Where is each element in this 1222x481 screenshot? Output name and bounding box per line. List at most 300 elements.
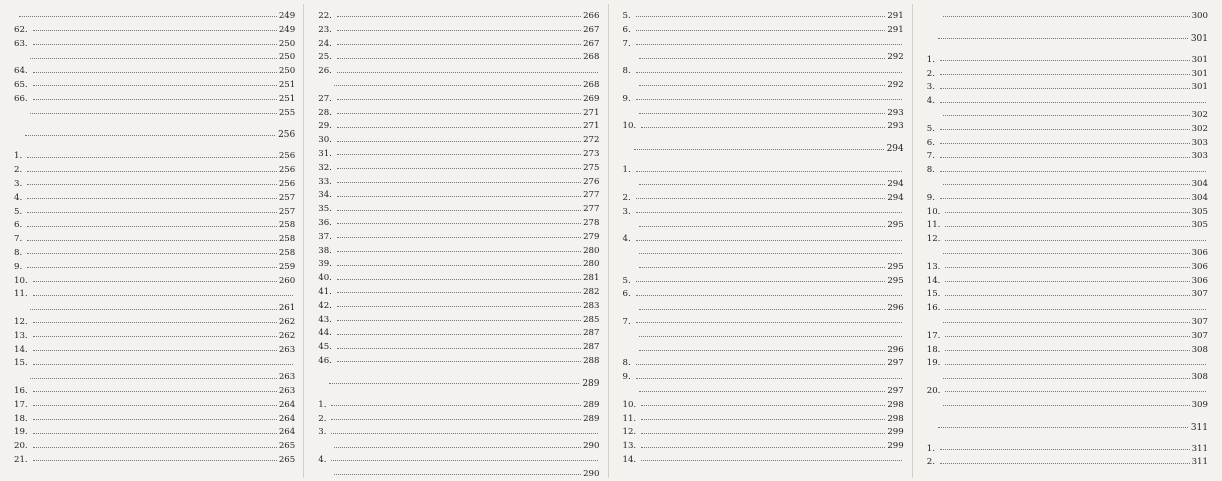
- toc-entry[interactable]: [927, 443, 1208, 457]
- toc-entry[interactable]: [623, 233, 904, 247]
- leader-dots: [639, 85, 886, 86]
- toc-entry[interactable]: [14, 10, 295, 24]
- toc-entry[interactable]: [318, 300, 599, 314]
- page-number: 291: [887, 11, 904, 21]
- leader-dots: [938, 427, 1188, 428]
- leader-dots: [639, 226, 886, 227]
- leader-dots: [27, 240, 277, 241]
- toc-entry[interactable]: [927, 137, 1208, 151]
- toc-entry[interactable]: [14, 150, 295, 164]
- toc-entry[interactable]: [14, 275, 295, 289]
- toc-entry[interactable]: [318, 176, 599, 190]
- toc-entry[interactable]: [623, 440, 904, 454]
- toc-entry[interactable]: [318, 120, 599, 134]
- entry-number: 62.: [14, 24, 28, 35]
- toc-entry[interactable]: [318, 189, 599, 203]
- entry-number: 8.: [14, 247, 23, 258]
- entry-number: 38.: [318, 245, 332, 256]
- entry-number: 5.: [622, 275, 631, 286]
- toc-entry-continuation[interactable]: [623, 261, 904, 275]
- leader-dots: [641, 460, 902, 461]
- toc-entry[interactable]: [623, 275, 904, 289]
- toc-entry[interactable]: [14, 316, 295, 330]
- entry-number: 4.: [14, 192, 23, 203]
- toc-entry-continuation[interactable]: [318, 468, 599, 478]
- toc-entry[interactable]: [318, 341, 599, 355]
- toc-entry[interactable]: [927, 288, 1208, 302]
- page-number: 275: [583, 162, 600, 173]
- toc-entry[interactable]: [318, 258, 599, 272]
- page-number: 257: [278, 192, 296, 203]
- page-number: 294: [887, 178, 904, 189]
- toc-entry[interactable]: [927, 261, 1208, 275]
- page-number: 294: [887, 192, 904, 203]
- toc-entry[interactable]: [318, 272, 599, 286]
- leader-dots: [636, 198, 886, 199]
- leader-dots: [331, 433, 597, 434]
- toc-entry[interactable]: [927, 456, 1208, 470]
- entry-number: 7.: [926, 151, 935, 162]
- page-number: 291: [887, 24, 904, 35]
- toc-entry[interactable]: [623, 454, 904, 468]
- entry-number: 2.: [14, 165, 23, 176]
- leader-dots: [943, 16, 1190, 17]
- entry-number: 43.: [318, 314, 332, 325]
- toc-entry[interactable]: [14, 24, 295, 38]
- leader-dots: [636, 16, 886, 17]
- entry-number: 9.: [622, 372, 631, 383]
- entry-number: 66.: [14, 93, 28, 104]
- toc-entry[interactable]: [927, 95, 1208, 109]
- page-number: 251: [278, 79, 296, 90]
- toc-entry[interactable]: [927, 330, 1208, 344]
- toc-entry[interactable]: [318, 93, 599, 107]
- entry-number: 37.: [318, 231, 332, 242]
- leader-dots: [33, 364, 294, 365]
- toc-entry[interactable]: [927, 219, 1208, 233]
- toc-entry[interactable]: [318, 355, 599, 369]
- toc-entry[interactable]: [14, 38, 295, 52]
- toc-column-3: [615, 4, 913, 478]
- toc-entry[interactable]: [318, 245, 599, 259]
- page-number: 295: [887, 220, 904, 231]
- leader-dots: [33, 336, 277, 337]
- entry-number: 1.: [14, 151, 23, 162]
- leader-dots: [337, 292, 581, 293]
- leader-dots: [945, 336, 1189, 337]
- entry-number: 6.: [14, 220, 23, 231]
- entry-number: 31.: [318, 148, 332, 159]
- toc-entry-continuation[interactable]: [623, 330, 904, 344]
- leader-dots: [331, 460, 597, 461]
- toc-entry-continuation[interactable]: [623, 344, 904, 358]
- leader-dots: [943, 253, 1190, 254]
- page-number: 306: [1191, 247, 1208, 258]
- page-number: 250: [278, 52, 296, 63]
- chapter-heading[interactable]: [623, 136, 904, 162]
- page-number: 265: [278, 454, 296, 465]
- leader-dots: [337, 251, 581, 252]
- entry-number: 11.: [926, 220, 941, 231]
- page-number: 287: [583, 342, 600, 353]
- toc-entry[interactable]: [623, 38, 904, 52]
- leader-dots: [334, 85, 581, 86]
- leader-dots: [334, 447, 581, 448]
- toc-entry-continuation[interactable]: [14, 371, 295, 385]
- page-number: 299: [887, 427, 904, 438]
- toc-entry[interactable]: [927, 164, 1208, 178]
- leader-dots: [19, 16, 277, 17]
- toc-entry[interactable]: [623, 164, 904, 178]
- page-number: 271: [583, 121, 600, 132]
- toc-entry[interactable]: [927, 206, 1208, 220]
- page-number: 298: [887, 399, 904, 410]
- toc-entry-continuation[interactable]: [623, 385, 904, 399]
- leader-dots: [639, 113, 886, 114]
- entry-number: 17.: [926, 330, 941, 341]
- toc-entry[interactable]: [318, 24, 599, 38]
- entry-number: 19.: [926, 358, 941, 369]
- page-number: 307: [1191, 316, 1208, 327]
- leader-dots: [636, 295, 902, 296]
- leader-dots: [337, 223, 581, 224]
- toc-entry[interactable]: [318, 148, 599, 162]
- entry-number: 44.: [318, 328, 332, 339]
- toc-entry[interactable]: [318, 217, 599, 231]
- toc-entry-continuation[interactable]: [927, 316, 1208, 330]
- toc-entry[interactable]: [318, 10, 599, 24]
- toc-entry[interactable]: [623, 371, 904, 385]
- toc-entry[interactable]: [318, 51, 599, 65]
- toc-entry[interactable]: [623, 426, 904, 440]
- leader-dots: [639, 350, 886, 351]
- toc-entry-continuation[interactable]: [623, 178, 904, 192]
- entry-number: 29.: [318, 121, 332, 132]
- toc-entry[interactable]: [927, 385, 1208, 399]
- entry-number: 3.: [926, 82, 935, 93]
- leader-dots: [337, 168, 581, 169]
- entry-number: 46.: [318, 355, 332, 366]
- toc-entry[interactable]: [14, 164, 295, 178]
- leader-dots: [33, 295, 294, 296]
- toc-entry[interactable]: [927, 233, 1208, 247]
- toc-entry[interactable]: [318, 134, 599, 148]
- page-number: 264: [278, 413, 296, 424]
- toc-entry[interactable]: [318, 286, 599, 300]
- page-number: 263: [278, 344, 296, 355]
- toc-entry[interactable]: [14, 330, 295, 344]
- toc-entry[interactable]: [623, 65, 904, 79]
- toc-entry-continuation[interactable]: [927, 399, 1208, 413]
- leader-dots: [943, 115, 1190, 116]
- entry-number: 42.: [318, 300, 332, 311]
- toc-entry[interactable]: [318, 426, 599, 440]
- leader-dots: [945, 364, 1206, 365]
- leader-dots: [33, 281, 277, 282]
- toc-entry[interactable]: [927, 192, 1208, 206]
- page-number: 304: [1191, 178, 1208, 189]
- leader-dots: [337, 361, 581, 362]
- entry-number: 5.: [926, 123, 935, 134]
- leader-dots: [639, 309, 886, 310]
- toc-entry-continuation[interactable]: [318, 79, 599, 93]
- toc-entry[interactable]: [623, 93, 904, 107]
- toc-entry[interactable]: [927, 123, 1208, 137]
- page-number: 294: [886, 144, 904, 155]
- entry-number: 8.: [926, 165, 935, 176]
- page-number: 258: [278, 234, 296, 245]
- toc-entry[interactable]: [14, 79, 295, 93]
- toc-entry[interactable]: [927, 302, 1208, 316]
- leader-dots: [641, 127, 885, 128]
- entry-number: 23.: [318, 24, 332, 35]
- entry-number: 2.: [926, 457, 935, 468]
- leader-dots: [30, 309, 277, 310]
- toc-entry[interactable]: [623, 399, 904, 413]
- toc-entry-continuation[interactable]: [927, 371, 1208, 385]
- leader-dots: [30, 58, 277, 59]
- toc-entry[interactable]: [623, 120, 904, 134]
- page-number: 296: [887, 344, 904, 355]
- leader-dots: [33, 85, 277, 86]
- toc-entry-continuation[interactable]: [927, 109, 1208, 123]
- toc-entry-continuation[interactable]: [927, 247, 1208, 261]
- page-number: 269: [583, 93, 600, 104]
- toc-column-4: [919, 4, 1216, 478]
- page-number: 255: [278, 107, 296, 118]
- toc-entry[interactable]: [14, 178, 295, 192]
- page-number: 273: [583, 148, 600, 159]
- toc-entry-continuation[interactable]: [927, 178, 1208, 192]
- entry-number: 4.: [926, 96, 935, 107]
- entry-number: 41.: [318, 286, 332, 297]
- toc-entry[interactable]: [14, 357, 295, 371]
- toc-entry[interactable]: [14, 65, 295, 79]
- toc-entry[interactable]: [623, 10, 904, 24]
- toc-entry-continuation[interactable]: [623, 302, 904, 316]
- page-number: 260: [278, 275, 296, 286]
- toc-entry[interactable]: [14, 413, 295, 427]
- page-number: 249: [278, 24, 296, 35]
- leader-dots: [945, 391, 1206, 392]
- toc-entry[interactable]: [14, 454, 295, 468]
- page-number: 290: [583, 468, 600, 478]
- chapter-heading[interactable]: [927, 415, 1208, 441]
- toc-entry[interactable]: [318, 314, 599, 328]
- leader-dots: [940, 129, 1190, 130]
- leader-dots: [945, 240, 1206, 241]
- toc-entry[interactable]: [927, 68, 1208, 82]
- page-number: 272: [583, 135, 600, 146]
- entry-number: 2.: [926, 68, 935, 79]
- entry-number: 3.: [318, 427, 327, 438]
- toc-entry[interactable]: [14, 399, 295, 413]
- leader-dots: [27, 267, 277, 268]
- toc-entry-continuation[interactable]: [623, 247, 904, 261]
- entry-number: 7.: [14, 234, 23, 245]
- toc-entry-continuation[interactable]: [14, 302, 295, 316]
- entry-number: 40.: [318, 273, 332, 284]
- toc-entry-continuation[interactable]: [14, 107, 295, 121]
- toc-entry[interactable]: [927, 150, 1208, 164]
- toc-entry-continuation[interactable]: [623, 79, 904, 93]
- toc-entry[interactable]: [14, 440, 295, 454]
- leader-dots: [634, 149, 884, 150]
- leader-dots: [945, 212, 1189, 213]
- toc-entry[interactable]: [927, 81, 1208, 95]
- page-number: 280: [583, 259, 600, 270]
- toc-entry-continuation[interactable]: [623, 107, 904, 121]
- toc-entry-continuation[interactable]: [623, 219, 904, 233]
- page-number: 301: [1190, 33, 1208, 44]
- leader-dots: [33, 44, 277, 45]
- toc-entry[interactable]: [927, 54, 1208, 68]
- toc-entry[interactable]: [318, 413, 599, 427]
- entry-number: 28.: [318, 107, 332, 118]
- page-number: 279: [583, 231, 600, 242]
- entry-number: 27.: [318, 93, 332, 104]
- leader-dots: [337, 99, 581, 100]
- toc-entry[interactable]: [623, 192, 904, 206]
- toc-entry[interactable]: [927, 344, 1208, 358]
- leader-dots: [943, 322, 1190, 323]
- toc-entry[interactable]: [623, 206, 904, 220]
- leader-dots: [636, 99, 902, 100]
- toc-entry[interactable]: [318, 231, 599, 245]
- toc-entry[interactable]: [14, 206, 295, 220]
- chapter-heading[interactable]: [927, 26, 1208, 52]
- entry-number: 39.: [318, 259, 332, 270]
- leader-dots: [27, 184, 277, 185]
- leader-dots: [33, 72, 277, 73]
- page-number: 283: [583, 300, 600, 311]
- entry-number: 1.: [622, 165, 631, 176]
- page-number: 267: [583, 24, 600, 35]
- toc-entry[interactable]: [14, 192, 295, 206]
- leader-dots: [636, 378, 902, 379]
- chapter-heading[interactable]: [318, 371, 599, 397]
- entry-number: 10.: [926, 206, 941, 217]
- toc-entry-continuation[interactable]: [927, 10, 1208, 24]
- leader-dots: [27, 226, 277, 227]
- leader-dots: [337, 72, 598, 73]
- page-number: 293: [887, 107, 904, 118]
- toc-entry[interactable]: [14, 261, 295, 275]
- toc-entry[interactable]: [14, 288, 295, 302]
- toc-entry[interactable]: [623, 413, 904, 427]
- leader-dots: [337, 237, 581, 238]
- toc-entry[interactable]: [623, 316, 904, 330]
- page-number: 262: [278, 316, 296, 327]
- leader-dots: [639, 58, 886, 59]
- toc-entry[interactable]: [318, 38, 599, 52]
- toc-entry[interactable]: [318, 65, 599, 79]
- entry-number: 6.: [622, 24, 631, 35]
- toc-entry-continuation[interactable]: [623, 51, 904, 65]
- entry-number: 10.: [622, 399, 637, 410]
- page-number: 256: [278, 165, 296, 176]
- page-number: 249: [278, 11, 296, 21]
- page-number: 301: [1191, 54, 1208, 65]
- chapter-heading[interactable]: [14, 122, 295, 148]
- entry-number: 14.: [14, 344, 28, 355]
- leader-dots: [33, 433, 277, 434]
- page-number: 280: [583, 245, 600, 256]
- leader-dots: [945, 226, 1189, 227]
- leader-dots: [945, 350, 1189, 351]
- entry-number: 5.: [14, 206, 23, 217]
- entry-number: 6.: [926, 137, 935, 148]
- toc-entry[interactable]: [14, 344, 295, 358]
- toc-entry[interactable]: [927, 357, 1208, 371]
- page-number: 306: [1191, 275, 1208, 286]
- entry-number: 17.: [14, 399, 28, 410]
- toc-entry[interactable]: [623, 357, 904, 371]
- entry-number: 3.: [14, 178, 23, 189]
- toc-entry[interactable]: [623, 24, 904, 38]
- page-number: 290: [583, 441, 600, 452]
- toc-entry[interactable]: [14, 233, 295, 247]
- toc-entry[interactable]: [318, 327, 599, 341]
- leader-dots: [938, 38, 1188, 39]
- leader-dots: [337, 265, 581, 266]
- toc-entry[interactable]: [318, 162, 599, 176]
- entry-number: 34.: [318, 190, 332, 201]
- entry-number: 1.: [926, 54, 935, 65]
- leader-dots: [25, 135, 275, 136]
- toc-entry[interactable]: [927, 275, 1208, 289]
- toc-entry[interactable]: [318, 107, 599, 121]
- leader-dots: [940, 198, 1190, 199]
- toc-entry[interactable]: [14, 247, 295, 261]
- leader-dots: [27, 171, 277, 172]
- entry-number: 11.: [14, 289, 28, 300]
- toc-entry-continuation[interactable]: [14, 51, 295, 65]
- page-number: 289: [583, 413, 600, 424]
- toc-entry[interactable]: [14, 93, 295, 107]
- page-number: 287: [583, 328, 600, 339]
- entry-number: 18.: [926, 344, 941, 355]
- toc-entry[interactable]: [318, 203, 599, 217]
- page-number: 311: [1190, 422, 1208, 433]
- toc-entry[interactable]: [318, 454, 599, 468]
- toc-entry[interactable]: [318, 399, 599, 413]
- entry-number: 2.: [622, 192, 631, 203]
- toc-entry[interactable]: [623, 288, 904, 302]
- leader-dots: [636, 44, 902, 45]
- leader-dots: [337, 279, 581, 280]
- entry-number: 20.: [14, 441, 28, 452]
- entry-number: 8.: [622, 66, 631, 77]
- leader-dots: [337, 16, 581, 17]
- page-number: 304: [1191, 192, 1208, 203]
- leader-dots: [636, 364, 886, 365]
- leader-dots: [33, 350, 277, 351]
- page-number: 277: [583, 190, 600, 201]
- leader-dots: [337, 306, 581, 307]
- toc-entry[interactable]: [14, 219, 295, 233]
- toc-entry[interactable]: [14, 385, 295, 399]
- toc-entry[interactable]: [14, 426, 295, 440]
- leader-dots: [33, 322, 277, 323]
- page-number: 307: [1191, 289, 1208, 300]
- leader-dots: [337, 58, 581, 59]
- toc-entry-continuation[interactable]: [318, 440, 599, 454]
- leader-dots: [331, 419, 581, 420]
- leader-dots: [940, 102, 1206, 103]
- leader-dots: [940, 171, 1206, 172]
- leader-dots: [337, 182, 581, 183]
